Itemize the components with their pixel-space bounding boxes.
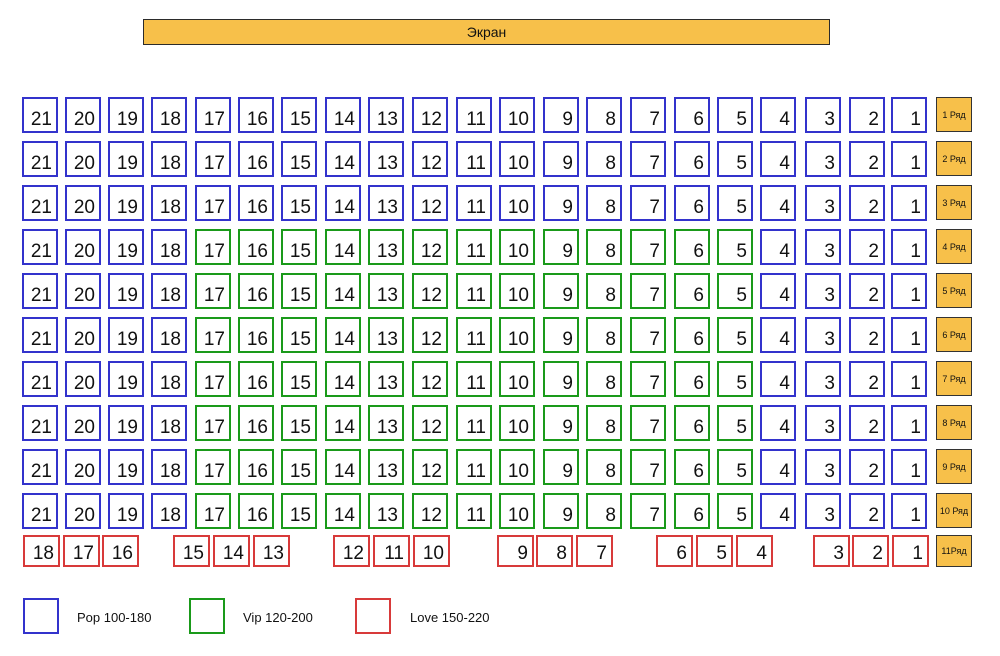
seat-vip[interactable]: 14 (325, 273, 361, 309)
seat-pop[interactable]: 19 (108, 229, 144, 265)
row-label: 7 Ряд (936, 361, 972, 396)
seat-pop[interactable]: 20 (65, 141, 101, 177)
seat-pop[interactable]: 6 (674, 97, 710, 133)
seat-vip[interactable]: 13 (368, 493, 404, 529)
row-label: 10 Ряд (936, 493, 972, 528)
seat-vip[interactable]: 11 (456, 273, 492, 309)
seat-pop[interactable]: 19 (108, 493, 144, 529)
seat-pop[interactable]: 2 (849, 361, 885, 397)
seat-pop[interactable]: 21 (22, 273, 58, 309)
legend-swatch-pop (23, 598, 59, 634)
row-label: 6 Ряд (936, 317, 972, 352)
seat-vip[interactable]: 14 (325, 229, 361, 265)
seat-pop[interactable]: 3 (805, 97, 841, 133)
seat-pop[interactable]: 20 (65, 493, 101, 529)
seat-pop[interactable]: 1 (891, 141, 927, 177)
seat-vip[interactable]: 5 (717, 405, 753, 441)
seat-vip[interactable]: 12 (412, 273, 448, 309)
seat-pop[interactable]: 21 (22, 361, 58, 397)
seat-vip[interactable]: 6 (674, 405, 710, 441)
seat-vip[interactable]: 9 (543, 449, 579, 485)
seat-pop[interactable]: 21 (22, 229, 58, 265)
seat-vip[interactable]: 17 (195, 229, 231, 265)
seat-vip[interactable]: 7 (630, 449, 666, 485)
seat-vip[interactable]: 10 (499, 449, 535, 485)
seat-pop[interactable]: 20 (65, 361, 101, 397)
seat-pop[interactable]: 8 (586, 97, 622, 133)
seat-pop[interactable]: 17 (195, 185, 231, 221)
seat-vip[interactable]: 12 (412, 493, 448, 529)
seat-vip[interactable]: 8 (586, 493, 622, 529)
seat-vip[interactable]: 10 (499, 273, 535, 309)
seat-pop[interactable]: 13 (368, 185, 404, 221)
seat-love[interactable]: 12 (333, 535, 370, 567)
seat-pop[interactable]: 4 (760, 449, 796, 485)
seat-pop[interactable]: 2 (849, 229, 885, 265)
seat-pop[interactable]: 3 (805, 185, 841, 221)
seat-vip[interactable]: 15 (281, 405, 317, 441)
legend-swatch-love (355, 598, 391, 634)
seat-vip[interactable]: 15 (281, 449, 317, 485)
seat-pop[interactable]: 20 (65, 449, 101, 485)
seat-vip[interactable]: 10 (499, 493, 535, 529)
seat-love[interactable]: 9 (497, 535, 534, 567)
seat-vip[interactable]: 9 (543, 229, 579, 265)
seat-pop[interactable]: 3 (805, 317, 841, 353)
seat-vip[interactable]: 8 (586, 361, 622, 397)
seat-vip[interactable]: 9 (543, 493, 579, 529)
seat-vip[interactable]: 7 (630, 361, 666, 397)
seat-vip[interactable]: 17 (195, 449, 231, 485)
seat-vip[interactable]: 15 (281, 229, 317, 265)
seat-love[interactable]: 8 (536, 535, 573, 567)
seat-vip[interactable]: 7 (630, 229, 666, 265)
seat-vip[interactable]: 17 (195, 273, 231, 309)
seat-pop[interactable]: 3 (805, 493, 841, 529)
seat-vip[interactable]: 10 (499, 405, 535, 441)
seat-vip[interactable]: 14 (325, 361, 361, 397)
seat-pop[interactable]: 2 (849, 493, 885, 529)
row-label: 8 Ряд (936, 405, 972, 440)
seat-vip[interactable]: 7 (630, 493, 666, 529)
seat-pop[interactable]: 18 (151, 185, 187, 221)
seat-vip[interactable]: 10 (499, 229, 535, 265)
seat-pop[interactable]: 6 (674, 141, 710, 177)
seat-pop[interactable]: 19 (108, 405, 144, 441)
seat-pop[interactable]: 15 (281, 185, 317, 221)
seat-vip[interactable]: 8 (586, 449, 622, 485)
seat-vip[interactable]: 6 (674, 273, 710, 309)
seat-pop[interactable]: 1 (891, 449, 927, 485)
seat-vip[interactable]: 6 (674, 317, 710, 353)
seat-pop[interactable]: 21 (22, 317, 58, 353)
seat-pop[interactable]: 20 (65, 97, 101, 133)
seat-pop[interactable]: 4 (760, 405, 796, 441)
legend-label-vip: Vip 120-200 (243, 610, 313, 625)
seat-love[interactable]: 5 (696, 535, 733, 567)
seat-vip[interactable]: 7 (630, 273, 666, 309)
seat-vip[interactable]: 11 (456, 361, 492, 397)
seat-pop[interactable]: 20 (65, 405, 101, 441)
seat-pop[interactable]: 16 (238, 97, 274, 133)
seat-vip[interactable]: 15 (281, 273, 317, 309)
seat-pop[interactable]: 8 (586, 185, 622, 221)
seat-pop[interactable]: 2 (849, 185, 885, 221)
seat-pop[interactable]: 4 (760, 141, 796, 177)
seat-pop[interactable]: 5 (717, 141, 753, 177)
seat-vip[interactable]: 11 (456, 317, 492, 353)
seat-vip[interactable]: 9 (543, 273, 579, 309)
seat-love[interactable]: 18 (23, 535, 60, 567)
seat-pop[interactable]: 5 (717, 185, 753, 221)
seat-love[interactable]: 4 (736, 535, 773, 567)
seat-pop[interactable]: 21 (22, 97, 58, 133)
legend-label-pop: Pop 100-180 (77, 610, 152, 625)
seat-vip[interactable]: 8 (586, 405, 622, 441)
seat-vip[interactable]: 14 (325, 405, 361, 441)
screen-label: Экран (466, 24, 507, 40)
seat-vip[interactable]: 15 (281, 493, 317, 529)
seat-pop[interactable]: 21 (22, 449, 58, 485)
seat-pop[interactable]: 4 (760, 97, 796, 133)
seat-love[interactable]: 3 (813, 535, 850, 567)
seat-pop[interactable]: 20 (65, 185, 101, 221)
seat-pop[interactable]: 18 (151, 141, 187, 177)
seat-vip[interactable]: 12 (412, 317, 448, 353)
seat-love[interactable]: 11 (373, 535, 410, 567)
seat-pop[interactable]: 12 (412, 141, 448, 177)
seat-pop[interactable]: 15 (281, 97, 317, 133)
seat-pop[interactable]: 11 (456, 141, 492, 177)
seat-pop[interactable]: 10 (499, 97, 535, 133)
seat-vip[interactable]: 6 (674, 449, 710, 485)
seat-vip[interactable]: 11 (456, 405, 492, 441)
seat-vip[interactable]: 13 (368, 405, 404, 441)
seat-pop[interactable]: 4 (760, 317, 796, 353)
seat-vip[interactable]: 13 (368, 361, 404, 397)
seat-vip[interactable]: 16 (238, 405, 274, 441)
seat-vip[interactable]: 5 (717, 493, 753, 529)
seat-vip[interactable]: 16 (238, 449, 274, 485)
seat-vip[interactable]: 13 (368, 229, 404, 265)
seat-pop[interactable]: 2 (849, 449, 885, 485)
seat-pop[interactable]: 9 (543, 185, 579, 221)
row-label: 9 Ряд (936, 449, 972, 484)
seat-vip[interactable]: 6 (674, 229, 710, 265)
seat-pop[interactable]: 12 (412, 185, 448, 221)
seat-pop[interactable]: 19 (108, 273, 144, 309)
seat-pop[interactable]: 3 (805, 229, 841, 265)
seat-pop[interactable]: 19 (108, 317, 144, 353)
seat-pop[interactable]: 17 (195, 97, 231, 133)
seat-vip[interactable]: 12 (412, 229, 448, 265)
row-label: 11Ряд (936, 535, 972, 567)
seat-pop[interactable]: 1 (891, 361, 927, 397)
seat-pop[interactable]: 18 (151, 97, 187, 133)
seat-pop[interactable]: 19 (108, 361, 144, 397)
seat-vip[interactable]: 15 (281, 317, 317, 353)
seat-pop[interactable]: 4 (760, 493, 796, 529)
seat-pop[interactable]: 3 (805, 141, 841, 177)
seat-vip[interactable]: 16 (238, 229, 274, 265)
seat-pop[interactable]: 6 (674, 185, 710, 221)
seat-pop[interactable]: 1 (891, 317, 927, 353)
seat-pop[interactable]: 13 (368, 141, 404, 177)
seat-vip[interactable]: 6 (674, 361, 710, 397)
seat-vip[interactable]: 13 (368, 317, 404, 353)
seat-pop[interactable]: 2 (849, 141, 885, 177)
seat-vip[interactable]: 12 (412, 405, 448, 441)
seat-vip[interactable]: 10 (499, 361, 535, 397)
seat-pop[interactable]: 1 (891, 229, 927, 265)
seat-vip[interactable]: 9 (543, 361, 579, 397)
seat-pop[interactable]: 13 (368, 97, 404, 133)
seat-vip[interactable]: 14 (325, 449, 361, 485)
seat-pop[interactable]: 18 (151, 317, 187, 353)
seat-vip[interactable]: 15 (281, 361, 317, 397)
seat-pop[interactable]: 17 (195, 141, 231, 177)
seat-love[interactable]: 6 (656, 535, 693, 567)
seat-vip[interactable]: 11 (456, 493, 492, 529)
seat-pop[interactable]: 12 (412, 97, 448, 133)
seat-pop[interactable]: 15 (281, 141, 317, 177)
seat-pop[interactable]: 16 (238, 185, 274, 221)
seat-pop[interactable]: 2 (849, 405, 885, 441)
seat-love[interactable]: 13 (253, 535, 290, 567)
seat-vip[interactable]: 5 (717, 449, 753, 485)
seat-love[interactable]: 17 (63, 535, 100, 567)
row-label: 3 Ряд (936, 185, 972, 220)
seat-pop[interactable]: 4 (760, 229, 796, 265)
seat-pop[interactable]: 2 (849, 97, 885, 133)
seat-pop[interactable]: 10 (499, 185, 535, 221)
seat-pop[interactable]: 1 (891, 185, 927, 221)
seat-vip[interactable]: 16 (238, 361, 274, 397)
seat-pop[interactable]: 3 (805, 449, 841, 485)
seat-vip[interactable]: 5 (717, 317, 753, 353)
seat-pop[interactable]: 18 (151, 361, 187, 397)
seat-pop[interactable]: 1 (891, 97, 927, 133)
seat-vip[interactable]: 7 (630, 405, 666, 441)
seat-vip[interactable]: 8 (586, 273, 622, 309)
seat-pop[interactable]: 4 (760, 185, 796, 221)
seat-pop[interactable]: 11 (456, 97, 492, 133)
seat-vip[interactable]: 16 (238, 317, 274, 353)
seat-love[interactable]: 2 (852, 535, 889, 567)
seat-pop[interactable]: 7 (630, 141, 666, 177)
seat-pop[interactable]: 1 (891, 493, 927, 529)
seat-pop[interactable]: 9 (543, 97, 579, 133)
seat-pop[interactable]: 21 (22, 141, 58, 177)
seat-pop[interactable]: 21 (22, 405, 58, 441)
seat-love[interactable]: 1 (892, 535, 929, 567)
seat-pop[interactable]: 4 (760, 273, 796, 309)
seat-pop[interactable]: 7 (630, 185, 666, 221)
seat-vip[interactable]: 9 (543, 405, 579, 441)
seat-vip[interactable]: 13 (368, 273, 404, 309)
seat-vip[interactable]: 5 (717, 229, 753, 265)
seat-vip[interactable]: 17 (195, 493, 231, 529)
seat-pop[interactable]: 10 (499, 141, 535, 177)
seat-vip[interactable]: 5 (717, 361, 753, 397)
seat-pop[interactable]: 5 (717, 97, 753, 133)
seat-vip[interactable]: 13 (368, 449, 404, 485)
seat-pop[interactable]: 9 (543, 141, 579, 177)
legend-swatch-vip (189, 598, 225, 634)
seat-vip[interactable]: 10 (499, 317, 535, 353)
seat-vip[interactable]: 16 (238, 493, 274, 529)
seat-vip[interactable]: 7 (630, 317, 666, 353)
seat-pop[interactable]: 14 (325, 141, 361, 177)
seat-pop[interactable]: 14 (325, 185, 361, 221)
seat-pop[interactable]: 21 (22, 493, 58, 529)
row-label: 2 Ряд (936, 141, 972, 176)
seat-love[interactable]: 14 (213, 535, 250, 567)
seat-vip[interactable]: 14 (325, 317, 361, 353)
seat-pop[interactable]: 18 (151, 229, 187, 265)
seat-pop[interactable]: 18 (151, 449, 187, 485)
seat-pop[interactable]: 19 (108, 185, 144, 221)
seat-pop[interactable]: 3 (805, 405, 841, 441)
seat-pop[interactable]: 3 (805, 273, 841, 309)
seat-pop[interactable]: 19 (108, 449, 144, 485)
seat-love[interactable]: 10 (413, 535, 450, 567)
seat-pop[interactable]: 20 (65, 317, 101, 353)
row-label: 4 Ряд (936, 229, 972, 264)
seat-love[interactable]: 7 (576, 535, 613, 567)
seat-pop[interactable]: 11 (456, 185, 492, 221)
seat-pop[interactable]: 7 (630, 97, 666, 133)
seat-vip[interactable]: 9 (543, 317, 579, 353)
seat-vip[interactable]: 17 (195, 361, 231, 397)
seat-pop[interactable]: 18 (151, 405, 187, 441)
seat-love[interactable]: 16 (102, 535, 139, 567)
seat-vip[interactable]: 8 (586, 229, 622, 265)
seat-pop[interactable]: 21 (22, 185, 58, 221)
seat-love[interactable]: 15 (173, 535, 210, 567)
seat-pop[interactable]: 19 (108, 141, 144, 177)
seat-vip[interactable]: 5 (717, 273, 753, 309)
seat-vip[interactable]: 11 (456, 449, 492, 485)
seat-pop[interactable]: 2 (849, 273, 885, 309)
seat-pop[interactable]: 18 (151, 493, 187, 529)
seat-pop[interactable]: 4 (760, 361, 796, 397)
seat-pop[interactable]: 2 (849, 317, 885, 353)
seat-pop[interactable]: 1 (891, 405, 927, 441)
row-label: 5 Ряд (936, 273, 972, 308)
seat-pop[interactable]: 19 (108, 97, 144, 133)
seat-vip[interactable]: 16 (238, 273, 274, 309)
seat-vip[interactable]: 8 (586, 317, 622, 353)
seat-pop[interactable]: 16 (238, 141, 274, 177)
seat-pop[interactable]: 14 (325, 97, 361, 133)
seat-vip[interactable]: 6 (674, 493, 710, 529)
seat-vip[interactable]: 12 (412, 449, 448, 485)
seat-pop[interactable]: 8 (586, 141, 622, 177)
seat-vip[interactable]: 11 (456, 229, 492, 265)
seat-vip[interactable]: 14 (325, 493, 361, 529)
seat-vip[interactable]: 12 (412, 361, 448, 397)
seat-pop[interactable]: 20 (65, 229, 101, 265)
seat-pop[interactable]: 1 (891, 273, 927, 309)
seat-pop[interactable]: 20 (65, 273, 101, 309)
row-label: 1 Ряд (936, 97, 972, 132)
legend-label-love: Love 150-220 (410, 610, 490, 625)
seat-vip[interactable]: 17 (195, 317, 231, 353)
seat-pop[interactable]: 18 (151, 273, 187, 309)
seat-vip[interactable]: 17 (195, 405, 231, 441)
seat-pop[interactable]: 3 (805, 361, 841, 397)
